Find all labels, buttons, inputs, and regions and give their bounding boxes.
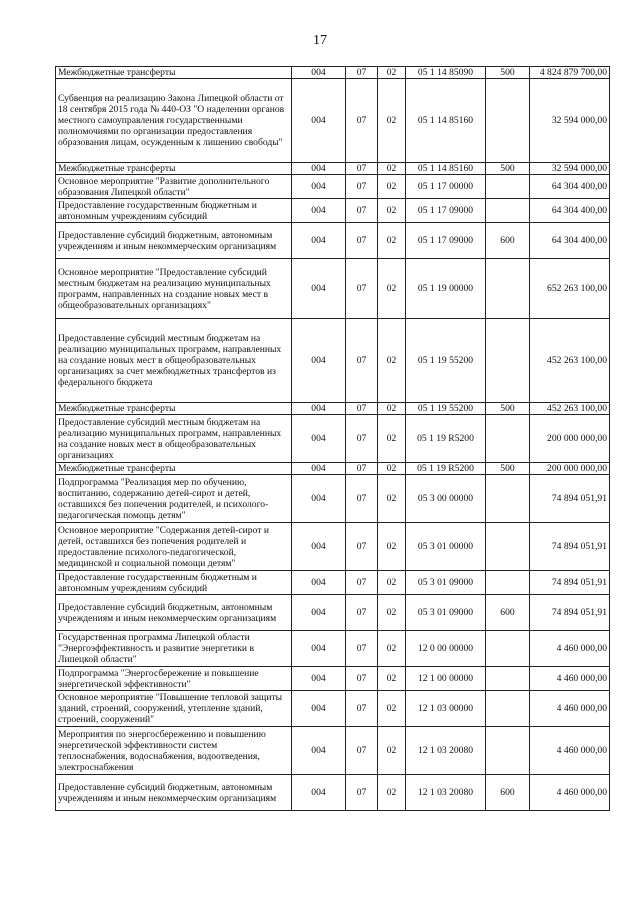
target-article-cell: 05 1 17 09000 — [406, 199, 486, 223]
target-article-cell: 05 3 01 09000 — [406, 595, 486, 631]
row-name-cell: Подпрограмма "Энергосбережение и повышение энергетической эффективности" — [56, 667, 292, 691]
admin-code-cell: 004 — [292, 163, 346, 175]
section-code-cell: 07 — [346, 463, 378, 475]
admin-code-cell: 004 — [292, 415, 346, 463]
subsection-code-cell: 02 — [378, 475, 406, 523]
subsection-code-cell: 02 — [378, 727, 406, 775]
admin-code-cell: 004 — [292, 667, 346, 691]
amount-cell: 74 894 051,91 — [530, 595, 610, 631]
section-code-cell: 07 — [346, 727, 378, 775]
amount-cell: 4 460 000,00 — [530, 667, 610, 691]
subsection-code-cell: 02 — [378, 319, 406, 403]
expense-type-cell — [486, 571, 530, 595]
subsection-code-cell: 02 — [378, 67, 406, 79]
section-code-cell: 07 — [346, 79, 378, 163]
target-article-cell: 05 3 00 00000 — [406, 475, 486, 523]
table-row — [56, 631, 610, 667]
row-name-cell: Межбюджетные трансферты — [56, 463, 292, 475]
admin-code-cell: 004 — [292, 79, 346, 163]
row-name-cell: Подпрограмма "Реализация мер по обучению, воспитанию, содержанию детей-сирот и детей, оставшихся без попечения родителей, и психолого-педагогическая помощь детям" — [56, 475, 292, 523]
table-body — [56, 67, 610, 811]
expense-type-cell — [486, 415, 530, 463]
table-row — [56, 667, 610, 691]
amount-cell: 4 824 879 700,00 — [530, 67, 610, 79]
row-name-cell: Межбюджетные трансферты — [56, 403, 292, 415]
expense-type-cell — [486, 631, 530, 667]
expense-type-cell: 500 — [486, 403, 530, 415]
amount-cell: 64 304 400,00 — [530, 223, 610, 259]
row-name-cell: Межбюджетные трансферты — [56, 67, 292, 79]
table-row — [56, 523, 610, 571]
amount-cell: 74 894 051,91 — [530, 475, 610, 523]
amount-cell: 74 894 051,91 — [530, 571, 610, 595]
expense-type-cell: 600 — [486, 595, 530, 631]
subsection-code-cell: 02 — [378, 175, 406, 199]
table-row — [56, 79, 610, 163]
target-article-cell: 05 3 01 09000 — [406, 571, 486, 595]
table-row — [56, 259, 610, 319]
subsection-code-cell: 02 — [378, 79, 406, 163]
section-code-cell: 07 — [346, 259, 378, 319]
target-article-cell: 12 0 00 00000 — [406, 631, 486, 667]
expense-type-cell — [486, 667, 530, 691]
table-row — [56, 223, 610, 259]
amount-cell: 4 460 000,00 — [530, 727, 610, 775]
amount-cell: 74 894 051,91 — [530, 523, 610, 571]
table-row — [56, 691, 610, 727]
admin-code-cell: 004 — [292, 475, 346, 523]
expense-type-cell: 500 — [486, 463, 530, 475]
expense-type-cell: 500 — [486, 163, 530, 175]
target-article-cell: 12 1 00 00000 — [406, 667, 486, 691]
amount-cell: 64 304 400,00 — [530, 199, 610, 223]
row-name-cell: Государственная программа Липецкой области "Энергоэффективность и развитие энергетики в Липецкой области" — [56, 631, 292, 667]
row-name-cell: Предоставление субсидий бюджетным, автономным учреждениям и иным некоммерческим организациям — [56, 223, 292, 259]
target-article-cell: 12 1 03 20080 — [406, 727, 486, 775]
row-name-cell: Предоставление государственным бюджетным и автономным учреждениям субсидий — [56, 199, 292, 223]
subsection-code-cell: 02 — [378, 523, 406, 571]
subsection-code-cell: 02 — [378, 691, 406, 727]
amount-cell: 32 594 000,00 — [530, 79, 610, 163]
subsection-code-cell: 02 — [378, 571, 406, 595]
subsection-code-cell: 02 — [378, 631, 406, 667]
admin-code-cell: 004 — [292, 523, 346, 571]
subsection-code-cell: 02 — [378, 403, 406, 415]
table-row — [56, 775, 610, 811]
expense-type-cell — [486, 259, 530, 319]
row-name-cell: Предоставление субсидий местным бюджетам на реализацию муниципальных программ, направленных на создание новых мест в общеобразовательных организациях — [56, 415, 292, 463]
target-article-cell: 05 1 19 R5200 — [406, 415, 486, 463]
subsection-code-cell: 02 — [378, 667, 406, 691]
subsection-code-cell: 02 — [378, 199, 406, 223]
section-code-cell: 07 — [346, 667, 378, 691]
expense-type-cell — [486, 691, 530, 727]
subsection-code-cell: 02 — [378, 259, 406, 319]
admin-code-cell: 004 — [292, 727, 346, 775]
section-code-cell: 07 — [346, 163, 378, 175]
section-code-cell: 07 — [346, 775, 378, 811]
admin-code-cell: 004 — [292, 259, 346, 319]
target-article-cell: 12 1 03 20080 — [406, 775, 486, 811]
subsection-code-cell: 02 — [378, 415, 406, 463]
subsection-code-cell: 02 — [378, 595, 406, 631]
target-article-cell: 05 1 19 55200 — [406, 319, 486, 403]
table-row — [56, 319, 610, 403]
admin-code-cell: 004 — [292, 199, 346, 223]
expense-type-cell: 600 — [486, 775, 530, 811]
table-row — [56, 67, 610, 79]
row-name-cell: Предоставление субсидий местным бюджетам на реализацию муниципальных программ, направленных на создание новых мест в общеобразовательных организациях за счет межбюджетных трансфертов из федерального бюджета — [56, 319, 292, 403]
section-code-cell: 07 — [346, 691, 378, 727]
table-row — [56, 163, 610, 175]
expense-type-cell — [486, 199, 530, 223]
expense-type-cell — [486, 727, 530, 775]
expense-type-cell: 600 — [486, 223, 530, 259]
table-row — [56, 403, 610, 415]
row-name-cell: Предоставление субсидий бюджетным, автономным учреждениям и иным некоммерческим организациям — [56, 775, 292, 811]
row-name-cell: Предоставление государственным бюджетным и автономным учреждениям субсидий — [56, 571, 292, 595]
admin-code-cell: 004 — [292, 571, 346, 595]
target-article-cell: 05 1 14 85090 — [406, 67, 486, 79]
target-article-cell: 05 1 14 85160 — [406, 163, 486, 175]
admin-code-cell: 004 — [292, 463, 346, 475]
section-code-cell: 07 — [346, 175, 378, 199]
target-article-cell: 05 3 01 00000 — [406, 523, 486, 571]
row-name-cell: Субвенция на реализацию Закона Липецкой области от 18 сентября 2015 года № 440-ОЗ "О наделении органов местного самоуправления государственными полномочиями по организации предоставления образования лицам, осужденным к лишению свободы" — [56, 79, 292, 163]
target-article-cell: 05 1 17 00000 — [406, 175, 486, 199]
amount-cell: 200 000 000,00 — [530, 415, 610, 463]
row-name-cell: Предоставление субсидий бюджетным, автономным учреждениям и иным некоммерческим организациям — [56, 595, 292, 631]
subsection-code-cell: 02 — [378, 223, 406, 259]
row-name-cell: Мероприятия по энергосбережению и повышению энергетической эффективности систем теплоснабжения, водоснабжения, водоотведения, электроснабжения — [56, 727, 292, 775]
target-article-cell: 05 1 19 R5200 — [406, 463, 486, 475]
section-code-cell: 07 — [346, 199, 378, 223]
section-code-cell: 07 — [346, 595, 378, 631]
admin-code-cell: 004 — [292, 595, 346, 631]
amount-cell: 4 460 000,00 — [530, 775, 610, 811]
expense-type-cell — [486, 475, 530, 523]
table-row — [56, 475, 610, 523]
admin-code-cell: 004 — [292, 775, 346, 811]
row-name-cell: Основное мероприятие "Повышение тепловой защиты зданий, строений, сооружений, утепление зданий, строений, сооружений" — [56, 691, 292, 727]
admin-code-cell: 004 — [292, 223, 346, 259]
amount-cell: 4 460 000,00 — [530, 631, 610, 667]
table-row — [56, 175, 610, 199]
expense-type-cell — [486, 523, 530, 571]
section-code-cell: 07 — [346, 319, 378, 403]
target-article-cell: 12 1 03 00000 — [406, 691, 486, 727]
amount-cell: 4 460 000,00 — [530, 691, 610, 727]
admin-code-cell: 004 — [292, 175, 346, 199]
section-code-cell: 07 — [346, 403, 378, 415]
admin-code-cell: 004 — [292, 319, 346, 403]
expense-type-cell — [486, 79, 530, 163]
amount-cell: 652 263 100,00 — [530, 259, 610, 319]
subsection-code-cell: 02 — [378, 463, 406, 475]
section-code-cell: 07 — [346, 415, 378, 463]
admin-code-cell: 004 — [292, 691, 346, 727]
page-number: 17 — [313, 33, 327, 48]
amount-cell: 452 263 100,00 — [530, 403, 610, 415]
admin-code-cell: 004 — [292, 67, 346, 79]
row-name-cell: Основное мероприятие "Развитие дополнительного образования Липецкой области" — [56, 175, 292, 199]
subsection-code-cell: 02 — [378, 163, 406, 175]
target-article-cell: 05 1 14 85160 — [406, 79, 486, 163]
section-code-cell: 07 — [346, 475, 378, 523]
amount-cell: 32 594 000,00 — [530, 163, 610, 175]
admin-code-cell: 004 — [292, 403, 346, 415]
table-row — [56, 415, 610, 463]
table-row — [56, 199, 610, 223]
target-article-cell: 05 1 17 09000 — [406, 223, 486, 259]
row-name-cell: Межбюджетные трансферты — [56, 163, 292, 175]
subsection-code-cell: 02 — [378, 775, 406, 811]
table-row — [56, 571, 610, 595]
expense-type-cell — [486, 319, 530, 403]
amount-cell: 64 304 400,00 — [530, 175, 610, 199]
section-code-cell: 07 — [346, 523, 378, 571]
row-name-cell: Основное мероприятие "Предоставление субсидий местным бюджетам на реализацию муниципальных программ, направленных на создание новых мест в общеобразовательных организациях" — [56, 259, 292, 319]
target-article-cell: 05 1 19 55200 — [406, 403, 486, 415]
expense-type-cell — [486, 175, 530, 199]
section-code-cell: 07 — [346, 67, 378, 79]
budget-table — [55, 66, 610, 811]
section-code-cell: 07 — [346, 571, 378, 595]
section-code-cell: 07 — [346, 631, 378, 667]
section-code-cell: 07 — [346, 223, 378, 259]
target-article-cell: 05 1 19 00000 — [406, 259, 486, 319]
row-name-cell: Основное мероприятие "Содержания детей-сирот и детей, оставшихся без попечения родителей и предоставление психолого-педагогической, медицинской и социальной помощи детям" — [56, 523, 292, 571]
table-row — [56, 727, 610, 775]
admin-code-cell: 004 — [292, 631, 346, 667]
table-row — [56, 595, 610, 631]
amount-cell: 200 000 000,00 — [530, 463, 610, 475]
amount-cell: 452 263 100,00 — [530, 319, 610, 403]
table-row — [56, 463, 610, 475]
expense-type-cell: 500 — [486, 67, 530, 79]
